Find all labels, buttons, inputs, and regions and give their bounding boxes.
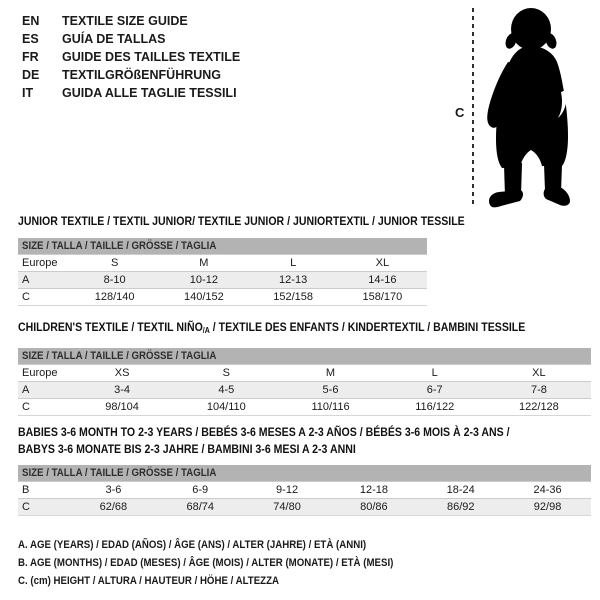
language-code: DE bbox=[22, 68, 40, 82]
size-cell: 8-10 bbox=[103, 274, 126, 286]
size-cell: 152/158 bbox=[273, 291, 313, 303]
height-measure-label: C bbox=[455, 105, 465, 120]
size-cell: XS bbox=[114, 367, 130, 379]
size-cell: 140/152 bbox=[183, 291, 224, 303]
language-row bbox=[22, 12, 240, 30]
language-row bbox=[22, 66, 240, 84]
table-header-bar: SIZE / TALLA / TAILLE / GRÖSSE / TAGLIA bbox=[18, 238, 427, 254]
row-label: B bbox=[22, 484, 30, 496]
children-size-table bbox=[18, 348, 591, 416]
row-label: A bbox=[22, 274, 30, 286]
row-label: Europe bbox=[22, 367, 58, 379]
height-dashed-line bbox=[472, 8, 474, 208]
size-cell: 3-4 bbox=[114, 384, 131, 396]
table-header-bar: SIZE / TALLA / TAILLE / GRÖSSE / TAGLIA bbox=[18, 348, 591, 364]
language-label: GUIDE DES TAILLES TEXTILE bbox=[62, 50, 241, 64]
section-babies bbox=[18, 424, 591, 516]
size-cell: 158/170 bbox=[362, 291, 403, 303]
row-label: C bbox=[22, 401, 30, 413]
subscript-a: /A bbox=[202, 326, 210, 335]
size-cell: 5-6 bbox=[322, 384, 339, 396]
size-cell: 6-9 bbox=[192, 484, 209, 496]
footnote-b: B. AGE (MONTHS) / EDAD (MESES) / ÂGE (MOIS) / ALTER (MONATE) / ETÀ (MESI) bbox=[18, 557, 394, 569]
section-children-title: CHILDREN'S TEXTILE / TEXTIL NIÑO/A / TEXTILE DES ENFANTS / KINDERTEXTIL / BAMBINI TESSILE bbox=[18, 320, 526, 335]
size-cell: S bbox=[222, 367, 230, 379]
size-cell: 128/140 bbox=[94, 291, 135, 303]
size-cell: L bbox=[431, 367, 438, 379]
row-label: A bbox=[22, 384, 30, 396]
size-cell: 92/98 bbox=[533, 501, 562, 513]
size-cell: 80/86 bbox=[360, 501, 388, 513]
size-cell: 18-24 bbox=[446, 484, 475, 496]
language-label: TEXTILGRÖßENFÜHRUNG bbox=[62, 68, 222, 82]
section-babies-title: BABIES 3-6 MONTH TO 2-3 YEARS / BEBÉS 3-6 MESES A 2-3 AÑOS / BÉBÉS 3-6 MOIS À 2-3 ANS / BABYS 3-6 MONATE BIS 2-3 JAHRE / BAMBINI 3-6 MESI A 2-3 ANNI bbox=[18, 425, 510, 456]
size-cell: 10-12 bbox=[189, 274, 218, 286]
language-label: TEXTILE SIZE GUIDE bbox=[62, 14, 188, 28]
size-cell: 98/104 bbox=[105, 401, 139, 413]
size-cell: 62/68 bbox=[99, 501, 128, 513]
size-cell: 4-5 bbox=[218, 384, 235, 396]
footnote-a: A. AGE (YEARS) / EDAD (AÑOS) / ÂGE (ANS) / ALTER (JAHRE) / ETÀ (ANNI) bbox=[18, 539, 367, 551]
table-row-europe bbox=[18, 254, 427, 271]
row-label: C bbox=[22, 501, 30, 513]
table-row-age bbox=[18, 271, 427, 288]
table-row-europe bbox=[18, 364, 591, 381]
table-row-height bbox=[18, 498, 591, 515]
size-cell: 74/80 bbox=[273, 501, 301, 513]
table-row-height bbox=[18, 398, 591, 415]
table-row-months bbox=[18, 481, 591, 498]
section-children bbox=[18, 320, 594, 416]
table-header-bar: SIZE / TALLA / TAILLE / GRÖSSE / TAGLIA bbox=[18, 465, 591, 481]
language-row bbox=[22, 48, 240, 66]
size-cell: 24-36 bbox=[533, 484, 562, 496]
language-guide bbox=[22, 12, 240, 102]
language-row bbox=[22, 30, 240, 48]
size-cell: 3-6 bbox=[105, 484, 122, 496]
language-label: GUIDA ALLE TAGLIE TESSILI bbox=[62, 86, 237, 100]
language-code: EN bbox=[22, 14, 40, 28]
footnotes bbox=[18, 536, 445, 590]
size-cell: 12-13 bbox=[279, 274, 308, 286]
size-cell: 68/74 bbox=[186, 501, 214, 513]
language-code: FR bbox=[22, 50, 39, 64]
babies-size-table bbox=[18, 465, 591, 516]
junior-size-table bbox=[18, 238, 427, 306]
row-label: C bbox=[22, 291, 30, 303]
size-cell: 122/128 bbox=[519, 401, 559, 413]
size-cell: M bbox=[199, 257, 209, 269]
language-label: GUÍA DE TALLAS bbox=[62, 32, 166, 46]
size-cell: 7-8 bbox=[530, 384, 547, 396]
baby-silhouette-icon bbox=[482, 8, 578, 208]
size-cell: 116/122 bbox=[415, 401, 455, 413]
size-cell: 12-18 bbox=[359, 484, 388, 496]
size-cell: 14-16 bbox=[368, 274, 397, 286]
size-cell: 104/110 bbox=[206, 401, 246, 413]
size-cell: 110/116 bbox=[311, 401, 350, 413]
language-row bbox=[22, 84, 240, 102]
language-code: ES bbox=[22, 32, 39, 46]
section-junior-title: JUNIOR TEXTILE / TEXTIL JUNIOR/ TEXTILE JUNIOR / JUNIORTEXTIL / JUNIOR TESSILE bbox=[18, 214, 465, 228]
size-cell: 9-12 bbox=[276, 484, 299, 496]
size-cell: 86/92 bbox=[446, 501, 475, 513]
language-code: IT bbox=[22, 86, 34, 100]
footnote-c: C. (cm) HEIGHT / ALTURA / HAUTEUR / HÖHE / ALTEZZA bbox=[18, 575, 280, 587]
size-cell: L bbox=[290, 257, 297, 269]
size-cell: S bbox=[110, 257, 119, 269]
size-cell: M bbox=[325, 367, 336, 379]
size-cell: XL bbox=[375, 257, 390, 269]
table-row-height bbox=[18, 288, 427, 305]
section-junior bbox=[18, 214, 526, 306]
size-cell: 6-7 bbox=[426, 384, 443, 396]
table-row-age bbox=[18, 381, 591, 398]
row-label: Europe bbox=[22, 257, 58, 269]
size-cell: XL bbox=[532, 367, 546, 379]
